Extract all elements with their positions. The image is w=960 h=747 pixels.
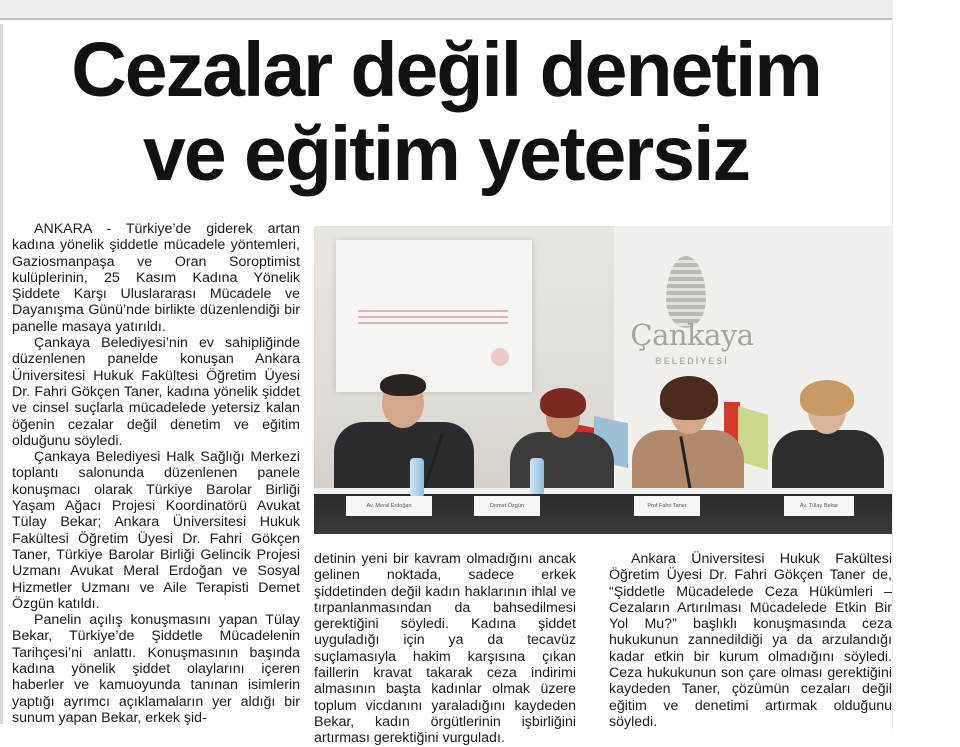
page-top-strip bbox=[0, 0, 892, 20]
column1-paragraph: ANKARA - Türkiye’de giderek artan kadına yönelik şiddetle mücadele yöntemleri, Gaziosmanpaşa ve Oran Soroptimist kulüplerinin, 25 Kasım Kadına Yönelik Şiddete Karşı Uluslararası Mücadele ve Dayanışma Günü’nde birlikte düzenlendiği bir panelle masaya yatırıldı. bbox=[12, 221, 300, 335]
article-headline bbox=[0, 28, 892, 196]
panel-photo bbox=[314, 226, 892, 534]
nameplate: Av. Meral Erdoğan bbox=[346, 496, 432, 516]
article-column-3 bbox=[609, 551, 892, 730]
article-column-2 bbox=[314, 551, 576, 747]
projection-screen bbox=[336, 240, 532, 392]
column1-paragraph: Çankaya Belediyesi Halk Sağlığı Merkezi toplantı salonunda düzenlenen panele konuşmacı olarak Türkiye Barolar Birliği Yaşam Ağacı Projesi Koordinatörü Avukat Tülay Bekar; Ankara Üniversitesi Hukuk Fakültesi Öğretim Üyesi Dr. Fahri Gökçen Taner, Türkiye Barolar Birliği Gelincik Projesi Uzmanı Avukat Meral Erdoğan ve Sosyal Hizmetler Uzmanı ve Aile Terapisti Demet Özgün katıldı. bbox=[12, 449, 300, 612]
nameplate: Prof Fahri Taner bbox=[634, 496, 700, 516]
right-margin-rule bbox=[892, 0, 893, 731]
column1-paragraph: Panelin açılış konuşmasını yapan Tülay Bekar, Türkiye’de Şiddetle Mücadelenin Tarihçesi’ni anlattı. Konuşmasının başında kadına yönelik şiddet olaylarını içeren haberler ve kamuoyunda tanınan isimlerin yaptığı ayrımcı açıklamaların yer aldığı bir sunum yapan Bekar, erkek şid- bbox=[12, 612, 300, 726]
nameplate: Demet Özgün bbox=[474, 496, 540, 516]
headline-line-2: ve eğitim yetersiz bbox=[143, 111, 749, 197]
water-bottle-icon bbox=[530, 458, 544, 494]
article-column-1 bbox=[12, 221, 300, 726]
slide-logo bbox=[491, 348, 509, 366]
nameplate: Av. Tülay Bekar bbox=[784, 496, 854, 516]
column3-paragraph: Ankara Üniversitesi Hukuk Fakültesi Öğretim Üyesi Dr. Fahri Gökçen Taner de, “Şiddetle Mücadelede Ceza Hükümleri – Cezaların Artırılması Mücadelede Etkin Bir Yol Mu?” başlıklı konuşmasında ceza hukukunun zannedildiği ya da arzulandığı kadar etkin bir kurum olmadığını söyledi. Ceza hukukunun son çare olması gerektiğini kaydeden Taner, çözümün cezaları değil eğitim ve denetimi artırmak olduğunu söyledi. bbox=[609, 551, 892, 730]
column1-paragraph: Çankaya Belediyesi’nin ev sahipliğinde düzenlenen panelde konuşan Ankara Üniversitesi Hukuk Fakültesi Öğretim Üyesi Dr. Fahri Gökçen Taner, kadına yönelik şiddet ve cinsel suçlarla mücadelede yetersiz kalan öğenin cezalar değil denetim ve eğitim olduğunu söyledi. bbox=[12, 335, 300, 449]
headline-line-1: Cezalar değil denetim bbox=[71, 27, 821, 113]
slide-text-lines bbox=[358, 310, 508, 326]
water-bottle-icon bbox=[410, 458, 424, 496]
cankaya-logo-subtitle: BELEDİYESİ bbox=[655, 356, 729, 366]
column2-paragraph: detinin yeni bir kavram olmadığını ancak gelinen noktada, sadece erkek şiddetinden değil kadın haklarının ihlal ve tırpanlanmasından da bahsedilmesi gerektiğini söyledi. Kadına şiddet uyguladığı için ya da tecavüz suçlamasıyla hakim karşısına çıkan faillerin kravat takarak ceza indirimi almasının başta kadınlar olmak üzere toplum vicdanını yaraladığını kaydeden Bekar, kadın örgütlerinin işbirliğini artırması gerektiğini vurguladı. bbox=[314, 551, 576, 747]
cankaya-logo-text: Çankaya bbox=[630, 318, 754, 352]
